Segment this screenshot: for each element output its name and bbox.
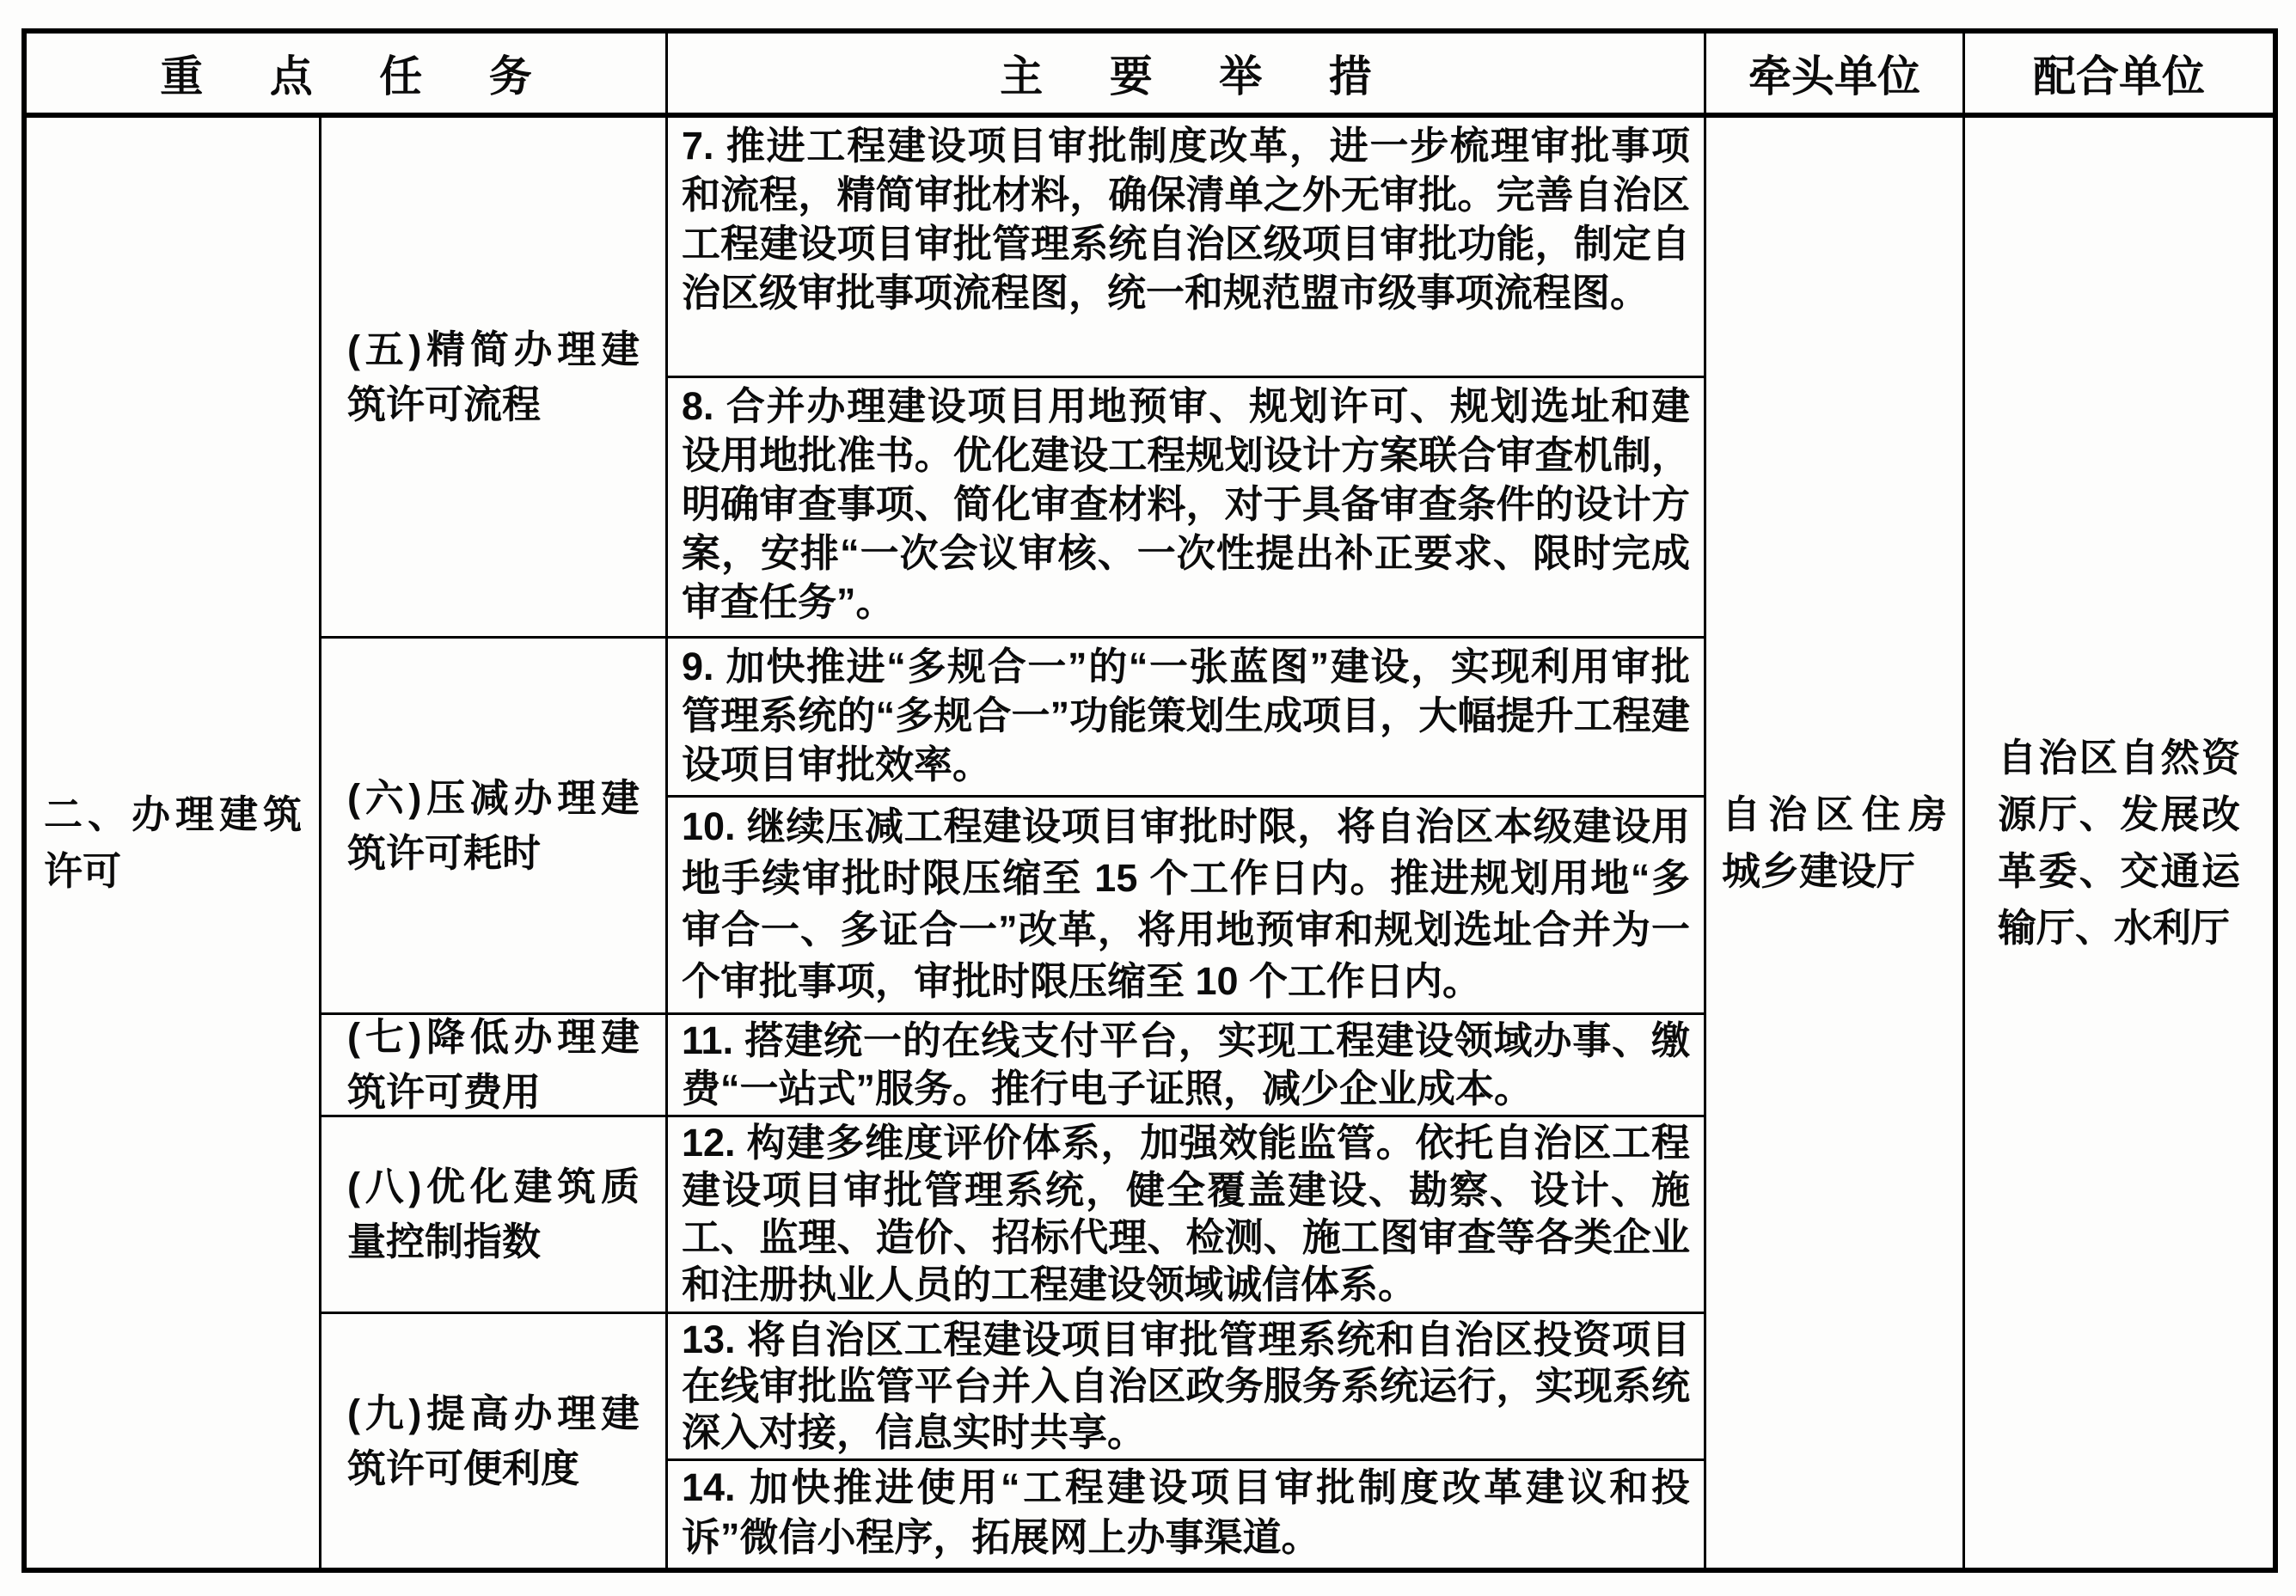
header-key-tasks bbox=[27, 34, 665, 115]
task-cell-9-convenience bbox=[321, 1314, 665, 1568]
category-cell-construction-permit bbox=[27, 118, 319, 1568]
header-lead-unit-label: 牵头单位 bbox=[1748, 52, 1920, 101]
task-cell-5-streamline-process bbox=[321, 118, 665, 636]
task-5-label: (五)精简办理建筑许可流程 bbox=[347, 327, 640, 426]
support-unit-value: 自治区自然资源厅、发展改革委、交通运输厅、水利厅 bbox=[1998, 735, 2240, 950]
header-lead-unit bbox=[1706, 34, 1962, 115]
support-unit-cell bbox=[1965, 118, 2273, 1568]
key-tasks-table bbox=[21, 28, 2278, 1573]
task-8-label: (八)优化建筑质量控制指数 bbox=[347, 1165, 640, 1263]
measure-cell-9: 9. 加快推进“多规合一”的“一张蓝图”建设，实现利用审批管理系统的“多规合一”功能策划生成项目，大幅提升工程建设项目审批效率。 bbox=[668, 639, 1704, 795]
header-main-measures-label: 主要举措 bbox=[1000, 52, 1439, 101]
measure-cell-13: 13. 将自治区工程建设项目审批管理系统和自治区投资项目在线审批监管平台并入自治区政务服务系统运行，实现系统深入对接，信息实时共享。 bbox=[668, 1314, 1704, 1458]
task-6-label: (六)压减办理建筑许可耗时 bbox=[347, 775, 640, 875]
measure-cell-14: 14. 加快推进使用“工程建设项目审批制度改革建议和投诉”微信小程序，拓展网上办事渠道。 bbox=[668, 1461, 1704, 1568]
header-support-unit-label: 配合单位 bbox=[2033, 52, 2205, 101]
lead-unit-value: 自治区住房城乡建设厅 bbox=[1722, 792, 1947, 893]
measure-cell-12: 12. 构建多维度评价体系，加强效能监管。依托自治区工程建设项目审批管理系统，健全覆盖建设、勘察、设计、施工、监理、造价、招标代理、检测、施工图审查等各类企业和注册执业人员的工程建设领域诚信体系。 bbox=[668, 1117, 1704, 1312]
header-main-measures bbox=[668, 34, 1704, 115]
lead-unit-cell bbox=[1706, 118, 1962, 1568]
category-label: 二、办理建筑许可 bbox=[44, 792, 302, 893]
measure-cell-11: 11. 搭建统一的在线支付平台，实现工程建设领域办事、缴费“一站式”服务。推行电子证照，减少企业成本。 bbox=[668, 1015, 1704, 1115]
task-cell-6-reduce-time bbox=[321, 639, 665, 1012]
task-cell-7-lower-cost bbox=[321, 1015, 665, 1115]
task-7-label: (七)降低办理建筑许可费用 bbox=[347, 1015, 640, 1114]
measure-cell-8: 8. 合并办理建设项目用地预审、规划许可、规划选址和建设用地批准书。优化建设工程规划设计方案联合审查机制，明确审查事项、简化审查材料，对于具备审查条件的设计方案，安排“一次会议审核、一次性提出补正要求、限时完成审查任务”。 bbox=[668, 378, 1704, 636]
task-cell-8-quality-index bbox=[321, 1117, 665, 1312]
measure-cell-7: 7. 推进工程建设项目审批制度改革，进一步梳理审批事项和流程，精简审批材料，确保清单之外无审批。完善自治区工程建设项目审批管理系统自治区级项目审批功能，制定自治区级审批事项流程图，统一和规范盟市级事项流程图。 bbox=[668, 118, 1704, 376]
header-key-tasks-label: 重点任务 bbox=[160, 52, 599, 101]
measure-cell-10: 10. 继续压减工程建设项目审批时限，将自治区本级建设用地手续审批时限压缩至 15 个工作日内。推进规划用地“多审合一、多证合一”改革，将用地预审和规划选址合并为一个审批事项，审批时限压缩至 10 个工作日内。 bbox=[668, 798, 1704, 1012]
task-9-label: (九)提高办理建筑许可便利度 bbox=[347, 1391, 640, 1490]
header-support-unit bbox=[1965, 34, 2273, 115]
